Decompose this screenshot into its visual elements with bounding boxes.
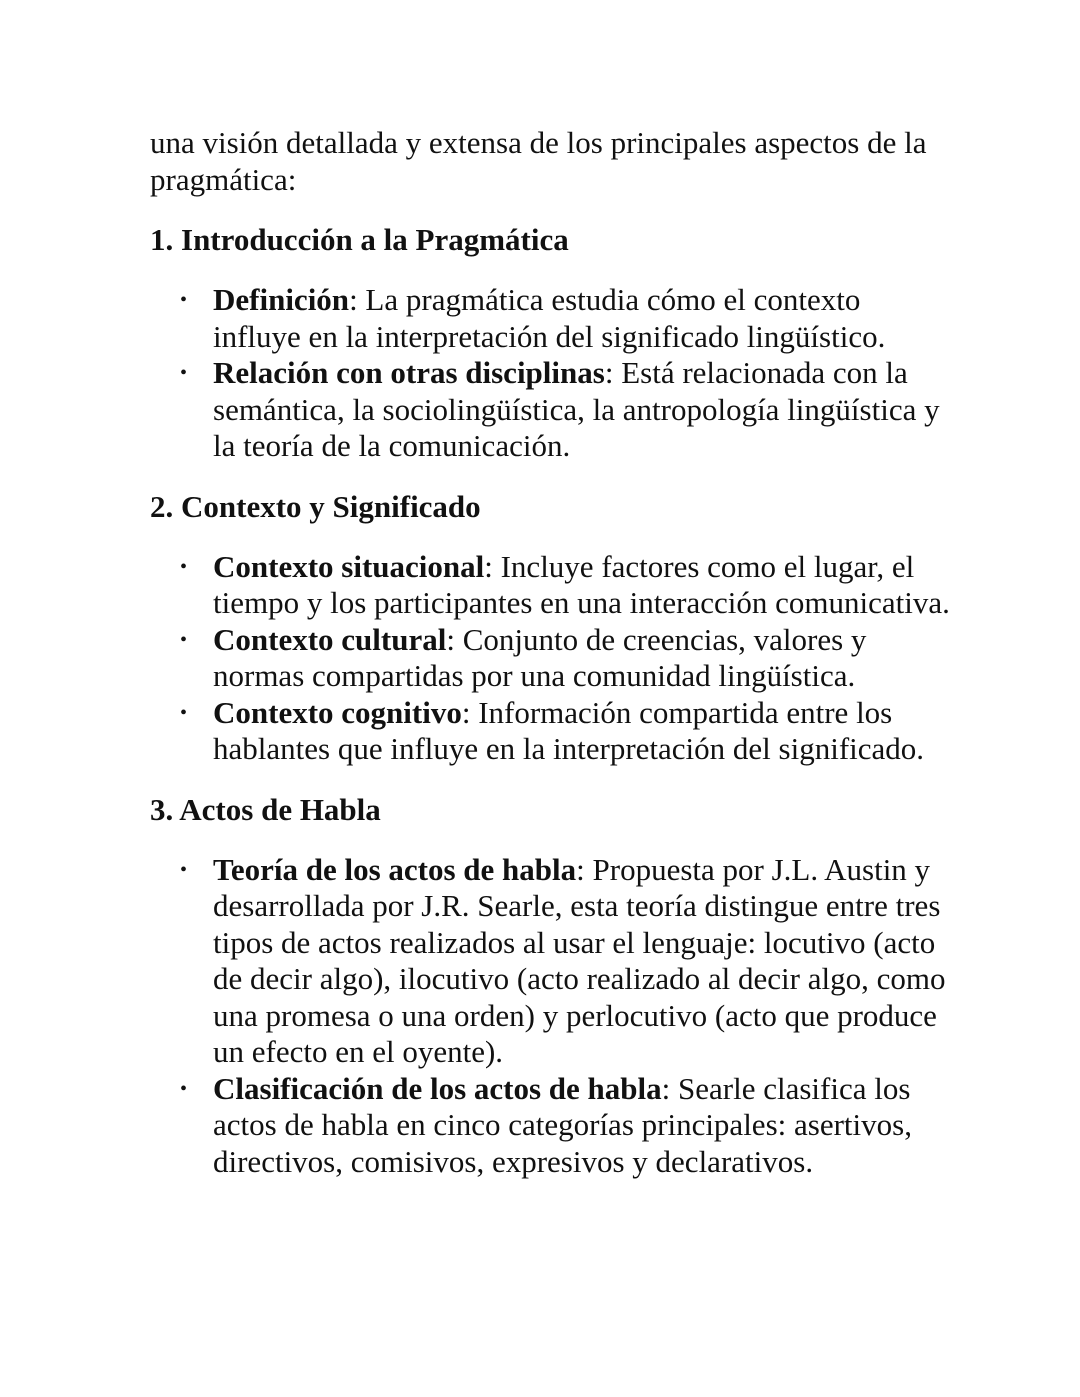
item-text: : La pragmática estudia cómo el contexto influye en la interpretación del significado lingüístico. (213, 282, 886, 354)
bullet-list-actos-de-habla (150, 852, 950, 1181)
item-term: Definición (213, 282, 350, 317)
section-heading-introduccion: 1. Introducción a la Pragmática (150, 222, 569, 257)
item-term: Clasificación de los actos de habla (213, 1070, 662, 1106)
document-page (150, 124, 950, 1180)
list-item (150, 549, 950, 622)
bullet-icon: • (180, 362, 188, 384)
list-item (150, 282, 950, 355)
section-heading-contexto: 2. Contexto y Significado (150, 488, 481, 524)
list-item (150, 1071, 950, 1181)
item-text: : Conjunto de creencias, valores y normas compartidas por una comunidad lingüística. (213, 621, 867, 693)
item-text: : Propuesta por J.L. Austin y desarrollada por J.R. Searle, esta teoría distingue entre tres tipos de actos realizados al usar el lenguaje: locutivo (acto de decir algo), ilocutivo (acto realizado al decir algo, como una promesa o una orden) y perlocutivo (acto que produce un efecto en el oyente). (213, 851, 946, 1069)
bullet-list-contexto (150, 549, 950, 768)
list-item (150, 355, 950, 465)
bullet-icon: • (180, 858, 188, 881)
intro-paragraph: una visión detallada y extensa de los principales aspectos de la pragmática: (150, 125, 927, 197)
bullet-list-introduccion (150, 282, 950, 465)
list-item (150, 852, 950, 1071)
bullet-icon: • (180, 289, 188, 311)
item-term: Relación con otras disciplinas (213, 355, 605, 390)
item-term: Contexto cultural (213, 621, 447, 657)
bullet-icon: • (180, 701, 188, 724)
item-text: : Searle clasifica los actos de habla en cinco categorías principales: asertivos, directivos, comisivos, expresivos y declarativos. (213, 1070, 912, 1179)
item-text: : Incluye factores como el lugar, el tiempo y los participantes en una interacción comunicativa. (213, 548, 950, 620)
list-item (150, 695, 950, 768)
item-term: Contexto situacional (213, 548, 485, 584)
list-item (150, 622, 950, 695)
bullet-icon: • (180, 628, 188, 651)
item-term: Contexto cognitivo (213, 694, 462, 730)
item-term: Teoría de los actos de habla (213, 851, 577, 887)
item-text: : Está relacionada con la semántica, la sociolingüística, la antropología lingüística y la teoría de la comunicación. (213, 355, 940, 463)
bullet-icon: • (180, 1077, 188, 1100)
item-text: : Información compartida entre los hablantes que influye en la interpretación del significado. (213, 694, 925, 766)
bullet-icon: • (180, 555, 188, 578)
section-heading-actos-de-habla: 3. Actos de Habla (150, 791, 381, 827)
